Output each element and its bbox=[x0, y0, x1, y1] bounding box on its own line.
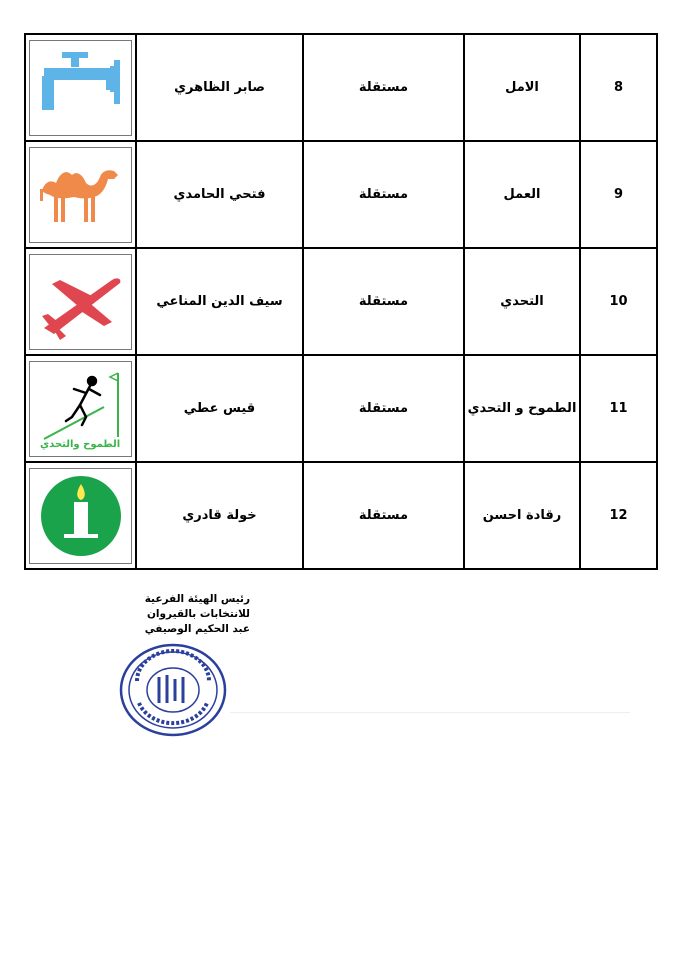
table-row bbox=[25, 141, 657, 248]
climber-logo-lettering: الطموح والتحدي bbox=[39, 438, 120, 450]
logo-frame bbox=[29, 468, 132, 564]
logo-frame bbox=[29, 147, 132, 243]
list-number-cell: 8 bbox=[580, 34, 657, 141]
list-number-cell: 9 bbox=[580, 141, 657, 248]
signature-block bbox=[100, 592, 250, 637]
head-of-list-cell: صابر الظاهري bbox=[136, 34, 303, 141]
table-row bbox=[25, 462, 657, 569]
list-type-cell: مستقلة bbox=[303, 355, 464, 462]
logo-frame bbox=[29, 40, 132, 136]
lists-table bbox=[24, 33, 658, 570]
candle-icon bbox=[34, 474, 128, 558]
head-of-list-cell: فتحي الحامدي bbox=[136, 141, 303, 248]
head-of-list-cell: خولة قادري bbox=[136, 462, 303, 569]
list-name-cell: رقادة احسن bbox=[464, 462, 580, 569]
list-type-cell: مستقلة bbox=[303, 141, 464, 248]
table-row bbox=[25, 248, 657, 355]
list-type-cell: مستقلة bbox=[303, 248, 464, 355]
signature-title: رئيس الهيئة الفرعية للانتخابات بالقيروان bbox=[144, 593, 250, 620]
table-row bbox=[25, 34, 657, 141]
list-number-cell: 10 bbox=[580, 248, 657, 355]
head-of-list-cell: قيس عطي bbox=[136, 355, 303, 462]
logo-cell bbox=[25, 248, 136, 355]
official-stamp bbox=[117, 641, 229, 739]
water-tap-icon bbox=[34, 46, 128, 130]
head-of-list-cell: سيف الدين المناعي bbox=[136, 248, 303, 355]
list-type-cell: مستقلة bbox=[303, 34, 464, 141]
list-number-cell: 11 bbox=[580, 355, 657, 462]
signature-name: عبد الحكيم الوصيفي bbox=[144, 623, 250, 635]
list-name-cell: الامل bbox=[464, 34, 580, 141]
list-name-cell: التحدي bbox=[464, 248, 580, 355]
list-name-cell: العمل bbox=[464, 141, 580, 248]
list-type-cell: مستقلة bbox=[303, 462, 464, 569]
faint-scan-line bbox=[230, 712, 630, 713]
logo-cell bbox=[25, 141, 136, 248]
logo-frame bbox=[29, 361, 132, 457]
airplane-icon bbox=[34, 260, 128, 344]
logo-frame bbox=[29, 254, 132, 350]
logo-cell bbox=[25, 355, 136, 462]
climber-flag-icon bbox=[34, 367, 128, 451]
list-name-cell: الطموح و التحدي bbox=[464, 355, 580, 462]
camel-icon bbox=[34, 153, 128, 237]
table-row bbox=[25, 355, 657, 462]
list-number-cell: 12 bbox=[580, 462, 657, 569]
logo-cell bbox=[25, 462, 136, 569]
logo-cell bbox=[25, 34, 136, 141]
